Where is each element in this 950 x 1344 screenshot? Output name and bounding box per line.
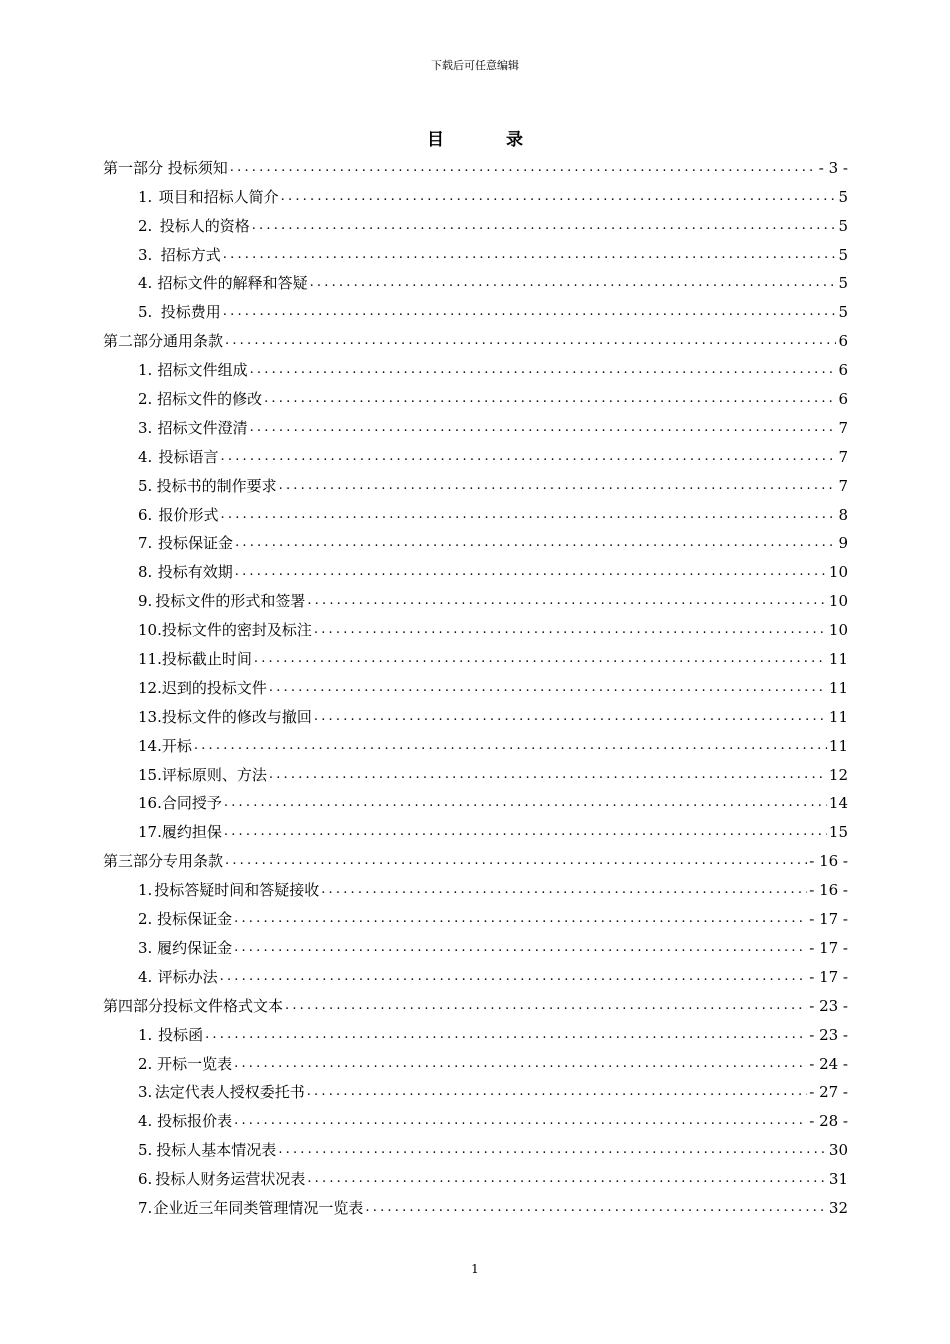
toc-entry[interactable] (103, 697, 848, 726)
toc-entry-page: - 23 - (809, 996, 848, 1015)
toc-entry-number: 1. (138, 187, 153, 206)
toc-entry-page: - 23 - (809, 1025, 848, 1044)
toc-leader-dots (365, 1199, 827, 1217)
toc-entry-title: 投标语言 (158, 447, 219, 466)
toc-entry-number: 6. (138, 505, 153, 524)
toc-entry-page: 7 (838, 476, 848, 495)
toc-entry[interactable] (103, 466, 848, 495)
toc-entry[interactable] (103, 437, 848, 466)
toc-entry-number: 8. (138, 563, 153, 582)
toc-entry[interactable] (103, 1044, 848, 1073)
toc-entry-number: 1. (138, 361, 153, 380)
toc-entry[interactable] (103, 1188, 848, 1217)
toc-entry-title: 投标截止时间 (161, 650, 252, 669)
toc-leader-dots (230, 159, 817, 177)
toc-entry[interactable] (103, 870, 848, 899)
toc-entry-title: 第一部分 投标须知 (103, 158, 228, 177)
toc-leader-dots (224, 823, 827, 841)
toc-entry[interactable] (103, 235, 848, 264)
toc-entry[interactable] (103, 581, 848, 610)
toc-leader-dots (235, 563, 827, 581)
toc-entry[interactable] (103, 552, 848, 581)
toc-entry-page: 9 (838, 534, 848, 553)
toc-entry-number: 11. (138, 650, 162, 669)
toc-entry[interactable] (103, 812, 848, 841)
toc-leader-dots (250, 419, 837, 437)
toc-title: 目 录 (427, 130, 551, 150)
toc-entry-title: 投标答疑时间和答疑接收 (154, 881, 320, 900)
toc-entry-page: 6 (838, 361, 848, 380)
toc-entry[interactable] (103, 379, 848, 408)
toc-entry-title: 投标函 (158, 1025, 204, 1044)
toc-entry-page: 10 (828, 563, 848, 582)
toc-entry[interactable] (103, 639, 848, 668)
toc-entry[interactable] (103, 1159, 848, 1188)
toc-entry[interactable] (103, 986, 848, 1015)
toc-entry[interactable] (103, 321, 848, 350)
toc-entry-title: 投标书的制作要求 (156, 476, 277, 495)
toc-leader-dots (278, 1141, 827, 1159)
toc-entry-page: - 17 - (809, 967, 848, 986)
toc-leader-dots (269, 679, 827, 697)
toc-leader-dots (279, 477, 837, 495)
toc-entry[interactable] (103, 206, 848, 235)
toc-entry[interactable] (103, 148, 848, 177)
toc-leader-dots (310, 274, 837, 292)
toc-entry-title: 第三部分专用条款 (103, 852, 224, 871)
toc-entry-page: 11 (828, 650, 848, 669)
toc-entry-number: 3. (138, 245, 153, 264)
toc-entry-title: 第四部分投标文件格式文本 (103, 996, 284, 1015)
toc-entry-page: 7 (838, 447, 848, 466)
toc-entry-title: 投标人基本情况表 (156, 1141, 277, 1160)
toc-entry-title: 履约担保 (161, 823, 222, 842)
page-number: 1 (471, 1262, 479, 1276)
toc-entry-number: 14. (138, 736, 162, 755)
toc-leader-dots (269, 766, 827, 784)
toc-entry-page: 30 (828, 1141, 848, 1160)
toc-entry-title: 评标办法 (157, 967, 218, 986)
toc-entry-title: 项目和招标人简介 (158, 187, 279, 206)
toc-entry-number: 7. (138, 1198, 153, 1217)
toc-entry-number: 3. (138, 1083, 153, 1102)
toc-entry-number: 1. (138, 1025, 153, 1044)
toc-entry-number: 5. (138, 476, 153, 495)
toc-leader-dots (221, 506, 837, 524)
toc-entry-page: 32 (828, 1198, 848, 1217)
toc-entry-title: 投标有效期 (157, 563, 233, 582)
toc-entry-page: 7 (838, 418, 848, 437)
toc-leader-dots (225, 332, 836, 350)
toc-entry-page: - 27 - (809, 1083, 848, 1102)
toc-entry-number: 5. (138, 303, 153, 322)
toc-entry-title: 评标原则、方法 (161, 765, 267, 784)
toc-entry-number: 1. (138, 881, 153, 900)
toc-entry[interactable] (103, 784, 848, 813)
toc-leader-dots (234, 1112, 807, 1130)
toc-entry[interactable] (103, 292, 848, 321)
toc-entry-page: 6 (838, 332, 848, 351)
toc-leader-dots (252, 217, 837, 235)
toc-entry-number: 2. (138, 390, 153, 409)
toc-entry[interactable] (103, 264, 848, 293)
toc-entry-page: - 24 - (809, 1054, 848, 1073)
toc-entry[interactable] (103, 1015, 848, 1044)
toc-entry-title: 投标保证金 (158, 534, 234, 553)
toc-entry-title: 法定代表人授权委托书 (154, 1083, 305, 1102)
toc-entry[interactable] (103, 350, 848, 379)
toc-entry[interactable] (103, 668, 848, 697)
toc-entry-number: 17. (138, 823, 162, 842)
toc-leader-dots (321, 881, 807, 899)
toc-leader-dots (281, 188, 837, 206)
toc-entry-number: 7. (138, 534, 153, 553)
toc-entry-page: - 16 - (809, 881, 848, 900)
toc-entry-title: 投标文件的修改与撤回 (161, 707, 312, 726)
toc-entry[interactable] (103, 755, 848, 784)
toc-entry-title: 投标保证金 (157, 910, 233, 929)
toc-entry-page: 10 (828, 621, 848, 640)
toc-entry-page: 5 (838, 303, 848, 322)
toc-entry-title: 报价形式 (158, 505, 219, 524)
toc-entry-page: 8 (838, 505, 848, 524)
toc-entry-number: 12. (138, 678, 162, 697)
toc-leader-dots (254, 650, 827, 668)
toc-entry[interactable] (103, 1130, 848, 1159)
toc-entry-title: 企业近三年同类管理情况一览表 (153, 1198, 364, 1217)
toc-entry-page: - 17 - (809, 938, 848, 957)
toc-entry-title: 合同授予 (161, 794, 222, 813)
toc-leader-dots (307, 1170, 827, 1188)
toc-leader-dots (264, 390, 836, 408)
toc-entry-title: 第二部分通用条款 (103, 332, 224, 351)
toc-entry-number: 6. (138, 1170, 153, 1189)
toc-entry-page: 12 (828, 765, 848, 784)
page-header: 下载后可任意编辑 (431, 59, 519, 72)
toc-leader-dots (307, 1083, 808, 1101)
toc-entry-page: 31 (828, 1170, 848, 1189)
toc-entry[interactable] (103, 1101, 848, 1130)
toc-entry[interactable] (103, 610, 848, 639)
toc-entry[interactable] (103, 408, 848, 437)
toc-entry-title: 开标一览表 (157, 1054, 233, 1073)
toc-entry-page: - 3 - (818, 158, 848, 177)
toc-entry-number: 2. (138, 216, 153, 235)
toc-leader-dots (221, 448, 837, 466)
toc-entry-page: 15 (828, 823, 848, 842)
toc-entry[interactable] (103, 726, 848, 755)
toc-leader-dots (225, 852, 807, 870)
toc-entry-page: 5 (838, 216, 848, 235)
toc-entry-page: 6 (838, 390, 848, 409)
toc-entry-title: 履约保证金 (157, 938, 233, 957)
toc-leader-dots (234, 939, 807, 957)
toc-entry-page: 11 (828, 707, 848, 726)
toc-entry-number: 4. (138, 274, 153, 293)
toc-entry-number: 9. (138, 592, 153, 611)
toc-entry-title: 投标费用 (160, 303, 221, 322)
toc-entry[interactable] (103, 841, 848, 870)
toc-entry-title: 招标文件的解释和答疑 (157, 274, 308, 293)
toc-entry-title: 开标 (161, 736, 192, 755)
table-of-contents (103, 148, 848, 1217)
toc-entry-page: 5 (838, 187, 848, 206)
toc-leader-dots (194, 737, 827, 755)
toc-entry-number: 2. (138, 1054, 153, 1073)
toc-leader-dots (285, 997, 807, 1015)
toc-leader-dots (314, 621, 827, 639)
toc-entry-number: 3. (138, 418, 153, 437)
toc-leader-dots (235, 534, 836, 552)
toc-entry-title: 招标方式 (160, 245, 221, 264)
toc-entry-number: 2. (138, 910, 153, 929)
toc-entry-title: 投标报价表 (157, 1112, 233, 1131)
toc-entry-page: - 17 - (809, 910, 848, 929)
toc-entry-title: 投标文件的形式和签署 (155, 592, 306, 611)
toc-leader-dots (314, 708, 827, 726)
toc-entry-page: 14 (828, 794, 848, 813)
toc-entry-page: 5 (838, 245, 848, 264)
toc-entry-page: 10 (828, 592, 848, 611)
toc-entry-number: 4. (138, 967, 153, 986)
toc-leader-dots (234, 910, 807, 928)
toc-entry-number: 10. (138, 621, 162, 640)
toc-entry-page: 11 (828, 678, 848, 697)
toc-leader-dots (205, 1026, 807, 1044)
toc-entry-number: 4. (138, 1112, 153, 1131)
toc-entry-number: 15. (138, 765, 162, 784)
toc-entry-title: 迟到的投标文件 (161, 678, 267, 697)
toc-leader-dots (250, 361, 837, 379)
toc-entry-number: 4. (138, 447, 153, 466)
toc-leader-dots (307, 592, 827, 610)
toc-leader-dots (220, 968, 808, 986)
toc-entry[interactable] (103, 495, 848, 524)
toc-entry-page: 5 (838, 274, 848, 293)
toc-leader-dots (224, 794, 827, 812)
toc-entry-number: 5. (138, 1141, 153, 1160)
toc-entry[interactable] (103, 957, 848, 986)
toc-entry-title: 招标文件澄清 (157, 418, 248, 437)
toc-entry-page: - 28 - (809, 1112, 848, 1131)
toc-entry-page: - 16 - (809, 852, 848, 871)
toc-entry-title: 投标人财务运营状况表 (155, 1170, 306, 1189)
toc-entry-title: 投标文件的密封及标注 (161, 621, 312, 640)
toc-entry[interactable] (103, 899, 848, 928)
toc-entry-title: 招标文件的修改 (157, 390, 263, 409)
toc-entry[interactable] (103, 1073, 848, 1102)
toc-entry-title: 投标人的资格 (159, 216, 250, 235)
toc-entry[interactable] (103, 928, 848, 957)
toc-entry[interactable] (103, 177, 848, 206)
toc-entry[interactable] (103, 524, 848, 553)
toc-leader-dots (223, 303, 837, 321)
toc-entry-page: 11 (828, 736, 848, 755)
toc-leader-dots (223, 246, 837, 264)
toc-entry-title: 招标文件组成 (157, 361, 248, 380)
toc-leader-dots (234, 1055, 807, 1073)
toc-entry-number: 13. (138, 707, 162, 726)
toc-entry-number: 16. (138, 794, 162, 813)
toc-entry-number: 3. (138, 938, 153, 957)
